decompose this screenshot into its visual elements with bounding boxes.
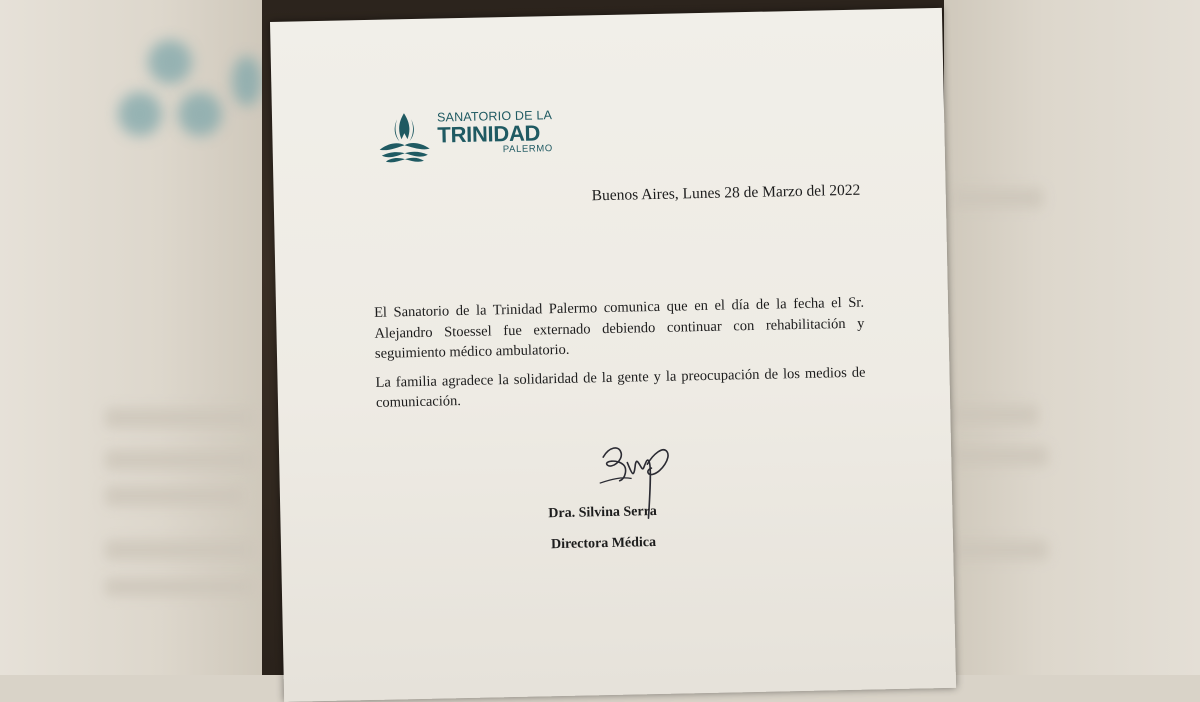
letter-paragraph: El Sanatorio de la Trinidad Palermo comunica que en el día de la fecha el Sr. Alejandro Stoessel fue externado debiendo continuar con rehabilitación y seguimiento médico ambulatorio.	[373, 294, 865, 362]
blurred-logo-shape	[148, 40, 192, 84]
signature-block	[547, 443, 709, 556]
blurred-text-line	[948, 446, 1048, 466]
blurred-text-line	[948, 188, 1043, 208]
blurred-text-line	[948, 405, 1038, 425]
blurred-text-line	[948, 540, 1048, 560]
signatory-name: Dra. Silvina Serra	[548, 504, 657, 522]
letter-date: Buenos Aires, Lunes 28 de Marzo del 2022	[591, 181, 861, 205]
blurred-logo-shape	[118, 92, 162, 136]
letter-paragraph: La familia agradece la solidaridad de la gente y la preocupación de los medios de comunicación.	[375, 364, 866, 411]
signatory-title: Directora Médica	[550, 535, 657, 553]
letter-paper	[270, 8, 956, 702]
blurred-text-line	[105, 578, 255, 596]
letter-body	[374, 293, 866, 422]
blurred-logo-shape	[178, 92, 222, 136]
blurred-background-left	[0, 0, 266, 675]
blurred-text-line	[105, 540, 255, 560]
trinity-logo-icon	[377, 111, 432, 164]
blurred-background-right	[940, 0, 1200, 675]
logo-line-1: SANATORIO DE LA	[436, 108, 553, 125]
sanatorio-logo	[377, 108, 558, 172]
blurred-text-line	[105, 450, 255, 470]
blurred-logo-shape	[232, 56, 262, 106]
logo-line-2: TRINIDAD	[437, 120, 541, 148]
blurred-text-line	[105, 408, 255, 428]
blurred-text-line	[105, 486, 245, 506]
logo-line-3: PALERMO	[502, 143, 553, 156]
